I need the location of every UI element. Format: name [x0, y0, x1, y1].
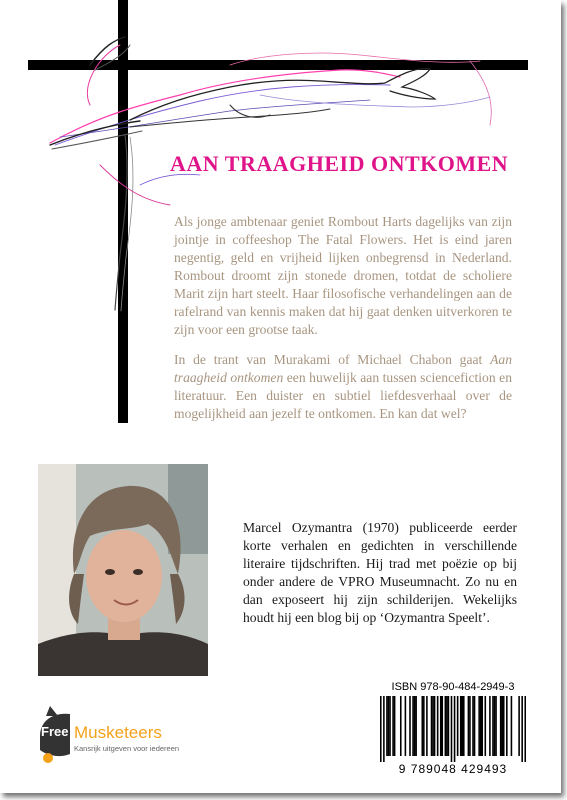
barcode-bar — [441, 696, 443, 756]
blurb-p2-end: een huwelijk aan tussen sciencefiction en literatuur. Een duister en subtiel liefdesverhaal over de mogelijkheid aan jezelf te ontkomen. En kan dat wel? — [174, 370, 513, 421]
barcode-bar — [511, 696, 513, 756]
barcode-bar — [434, 696, 436, 756]
barcode-bar — [389, 696, 391, 756]
barcode-bar — [495, 696, 497, 756]
barcode-bar — [485, 696, 487, 756]
barcode-digits: 9 789048 429493 — [398, 762, 508, 776]
barcode-bar — [409, 696, 411, 756]
barcode-bar — [506, 696, 508, 756]
barcode-bar — [415, 696, 417, 756]
barcode-bar — [457, 696, 459, 756]
barcode-bar — [524, 696, 526, 762]
book-title: AAN TRAAGHEID ONTKOMEN — [170, 151, 509, 176]
barcode-bar — [386, 696, 388, 756]
barcode-bar — [461, 696, 463, 756]
book-blurb — [174, 213, 512, 435]
barcode-bar — [400, 696, 402, 756]
barcode-bar — [501, 696, 503, 756]
barcode-bar — [414, 696, 416, 756]
author-bio: Marcel Ozymantra (1970) publiceerde eerder korte verhalen en gedichten in verschillende literaire tijdschriften. Hij trad met poëzie op bij onder andere de VPRO Museumnacht. Zo nu en dan exposeert hij zijn schilderijen. Wekelijks houdt hij een blog bij op ‘Ozymantra Speelt’. — [243, 520, 517, 625]
blurb-p2-title-italic: Aan traagheid ontkomen — [174, 352, 512, 385]
publisher-free-text: Free — [41, 724, 69, 739]
barcode-bar — [521, 696, 523, 762]
barcode-bar — [451, 696, 453, 762]
barcode-bar — [423, 696, 425, 756]
publisher-logo — [36, 706, 186, 766]
barcode-bar — [437, 696, 439, 756]
barcode-bar — [500, 696, 502, 756]
barcode-bar — [460, 696, 462, 756]
author-photo — [38, 464, 208, 676]
barcode-bar — [392, 696, 394, 756]
barcode-bar — [518, 696, 520, 756]
barcode-bar — [478, 696, 480, 756]
barcode-bar — [431, 696, 433, 756]
barcode-bar — [380, 696, 382, 762]
barcode-bar — [445, 696, 447, 756]
barcode-bar — [454, 696, 456, 762]
barcode-bar — [412, 696, 414, 756]
barcode-bar — [405, 696, 407, 756]
publisher-tagline: Kansrijk uitgeven voor iedereen — [74, 744, 180, 753]
barcode-bar — [426, 696, 428, 756]
barcode-bar — [503, 696, 505, 756]
isbn-label: ISBN 978-90-484-2949-3 — [391, 681, 515, 693]
barcode-bar — [383, 696, 385, 762]
barcode-bar — [480, 696, 482, 756]
barcode-bar — [446, 696, 448, 756]
barcode-bar — [469, 696, 471, 756]
barcode-bar — [394, 696, 396, 756]
barcode-bar — [448, 696, 450, 756]
blurb-paragraph-2 — [174, 351, 512, 423]
barcode-bar — [492, 696, 494, 756]
barcode-bar — [463, 696, 465, 756]
barcode-bar — [472, 696, 474, 756]
barcode-bar — [494, 696, 496, 756]
publisher-musketeers-text: Musketeers — [74, 723, 162, 742]
barcode-bar — [432, 696, 434, 756]
barcode-bar — [474, 696, 476, 756]
blurb-paragraph-1: Als jonge ambtenaar geniet Rombout Harts dagelijks van zijn jointje in coffeeshop The Fatal Flowers. Het is eind jaren negentig, geld en vrijheid lijken onbegrensd in Nederland. Rombout droomt zijn stonede dromen, totdat de scholiere Marit zijn hart steelt. Haar filosofische verhandelingen aan de rafelrand van kennis maken dat hij gaat denken uitverkoren te zijn voor een grootse taak. — [174, 214, 512, 337]
barcode-bar — [489, 696, 491, 756]
barcode-bar — [440, 696, 442, 756]
barcode-bar — [388, 696, 390, 756]
barcode-bar — [481, 696, 483, 756]
barcode-bar — [421, 696, 423, 756]
isbn-barcode — [380, 696, 526, 762]
barcode-bar — [468, 696, 470, 756]
blurb-p2-start: In de trant van Murakami of Michael Chabon gaat — [174, 352, 491, 367]
